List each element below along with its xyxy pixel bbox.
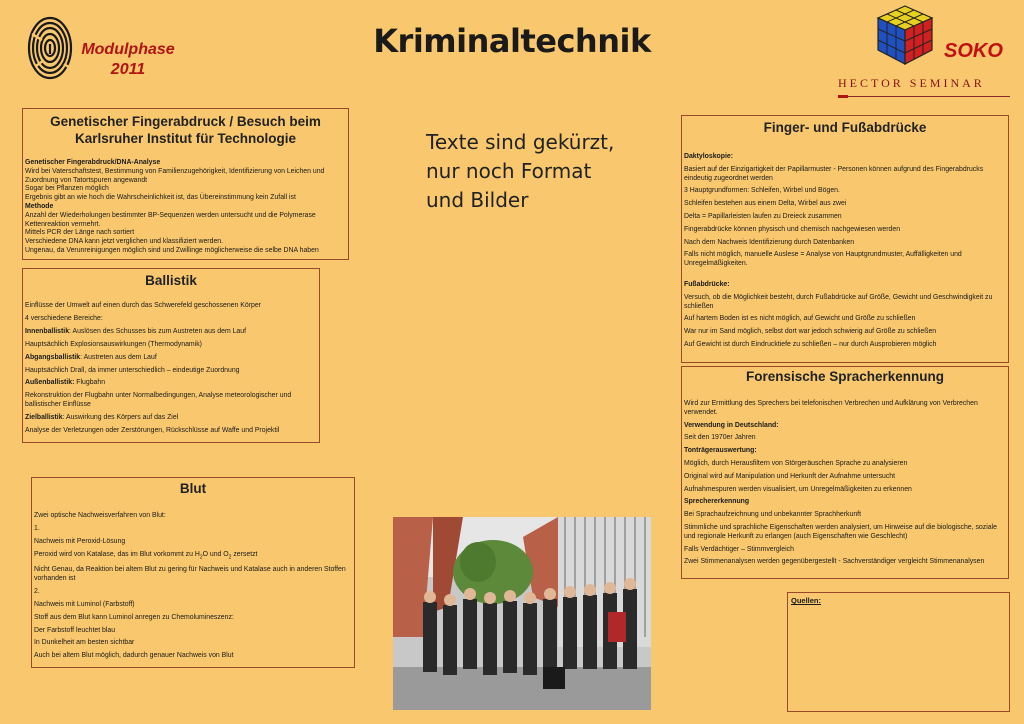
ballistik-innen-text: : Auslösen des Schusses bis zum Austreten aus dem Lauf — [69, 327, 247, 335]
finger-line: 3 Hauptgrundformen: Schleifen, Wirbel und Bögen. — [684, 187, 840, 195]
blut-text: In Dunkelheit am besten sichtbar — [34, 639, 135, 647]
ballistik-text: Einflüsse der Umwelt auf einen durch das Schwerefeld geschossenen Körper — [25, 302, 261, 309]
blut-body — [32, 496, 354, 661]
ballistik-abgang-text: : Austreten aus dem Lauf — [80, 353, 157, 361]
finger-foot-line: Auf hartem Boden ist es nicht möglich, auf Gewicht und Größe zu schließen — [684, 315, 916, 323]
sprache-body — [682, 384, 1008, 567]
genetik-method-line: Anzahl der Wiederholungen bestimmter BP-Sequenzen werden untersucht und die Polymerase Kettenreaktion vermehrt. — [25, 211, 316, 228]
blut-text: Zwei optische Nachweisverfahren von Blut: — [34, 512, 166, 519]
ballistik-ziel-text: : Auswirkung des Körpers auf das Ziel — [62, 414, 179, 422]
finger-line: Falls nicht möglich, manuelle Auslese = Analyse von Hauptgrundmuster, Auffälligkeiten und Unregelmäßigkeiten. — [684, 251, 962, 268]
finger-heading-daktyloskopie: Daktyloskopie: — [684, 153, 734, 160]
sprache-text: Original wird auf Manipulation und Herkunft der Aufnahme untersucht — [684, 472, 896, 480]
ballistik-abgang-label: Abgangsballistik — [25, 353, 81, 361]
blut-section — [31, 477, 355, 668]
sprache-text: Zwei Stimmenanalysen werden gegenübergestellt - Sachverständiger vergleicht Stimmenanalysen — [684, 558, 985, 566]
finger-line: Nach dem Nachweis Identifizierung durch Datenbanken — [684, 238, 855, 246]
finger-title: Finger- und Fußabdrücke — [763, 120, 927, 135]
note-line-2: nur noch Format — [426, 159, 592, 183]
sprache-heading-deutschland: Verwendung in Deutschland: — [684, 421, 779, 429]
genetik-method-line: Ungenau, da Verunreinigungen möglich sind und Zwillinge möglicherweise die selbe DNA haben — [25, 246, 319, 254]
ballistik-aussen-text: Flugbahn — [74, 379, 106, 387]
header-divider — [838, 96, 1010, 97]
ballistik-title: Ballistik — [145, 273, 197, 288]
quellen-section — [787, 592, 1010, 712]
blut-reaction-e: zersetzt — [231, 550, 258, 558]
sprache-text: Seit den 1970er Jahren — [684, 434, 756, 442]
genetik-section — [22, 108, 349, 260]
ballistik-ziel-label: Zielballistik — [25, 414, 63, 422]
blut-text: Der Farbstoff leuchtet blau — [34, 626, 116, 634]
genetik-heading: Genetischer Fingerabdruck/DNA-Analyse — [25, 159, 161, 166]
genetik-line: Ergebnis gibt an wie hoch die Wahrscheinlichkeit ist, das Übereinstimmung kein Zufall ist — [25, 194, 296, 202]
finger-heading-fussabdruecke: Fußabdrücke: — [684, 280, 730, 288]
ballistik-body — [23, 288, 319, 436]
note-line-3: und Bilder — [426, 188, 529, 212]
blut-reaction-sub1: 2 — [199, 554, 203, 561]
blut-text: Nachweis mit Luminol (Farbstoff) — [34, 600, 135, 608]
blut-text: Nachweis mit Peroxid-Lösung — [34, 537, 126, 545]
soko-brand: SOKO — [944, 40, 1003, 62]
sprache-title: Forensische Spracherkennung — [745, 369, 945, 384]
quellen-label: Quellen: — [791, 596, 822, 605]
group-photo-image — [393, 517, 651, 710]
finger-body — [682, 135, 1008, 350]
genetik-line: Wird bei Vaterschaftstest, Bestimmung von Familienzugehörigkeit, Identifizierung von Leichen und Zuordnung von Tatortspuren angewandt — [25, 167, 325, 184]
finger-foot-line: War nur im Sand möglich, selbst dort war jedoch schwierig auf Größe zu schließen — [684, 328, 937, 336]
genetik-title — [23, 113, 348, 147]
sprache-text: Stimmliche und sprachliche Eigenschaften werden analysiert, um Hinweise auf die biologische, soziale und regionale Herkunft zu erlangen (auch Eigenschaften wie Geschlecht) — [684, 523, 997, 540]
ballistik-section — [22, 268, 320, 443]
ballistik-aussen-label: Außenballistik: — [25, 379, 75, 387]
finger-foot-line: Versuch, ob die Möglichkeit besteht, durch Fußabdrücke auf Größe, Gewicht und Geschwindigkeit zu schließen — [684, 293, 993, 310]
blut-text: Nicht Genau, da Reaktion bei altem Blut zu gering für Nachweis und Katalase auch in anderen Stoffen vorhanden ist — [34, 566, 346, 582]
blut-text: Auch bei altem Blut möglich, dadurch genauer Nachweis von Blut — [34, 652, 234, 660]
group-photo — [393, 517, 651, 710]
finger-line: Delta = Papillarleisten laufen zu Dreieck zusammen — [684, 212, 842, 220]
sprache-section — [681, 366, 1009, 579]
genetik-title-line1: Genetischer Fingerabdruck / Besuch beim — [50, 114, 321, 129]
genetik-title-line2: Karlsruher Institut für Technologie — [74, 131, 297, 146]
note-text — [426, 128, 614, 215]
sprache-text: Aufnahmespuren werden visualisiert, um Unregelmäßigkeiten zu erkennen — [684, 485, 912, 493]
blut-text: Stoff aus dem Blut kann Luminol anregen zu Chemolumineszenz: — [34, 613, 234, 621]
blut-reaction-line — [34, 551, 352, 562]
finger-foot-line: Auf Gewicht ist durch Eindrucktiefe zu schließen – nur durch Ausprobieren möglich — [684, 340, 937, 348]
module-phase-line1: Modulphase — [81, 41, 175, 58]
genetik-method-line: Verschiedene DNA kann jetzt verglichen und klassifiziert werden. — [25, 238, 224, 246]
genetik-body — [23, 147, 348, 256]
note-line-1: Texte sind gekürzt, — [426, 130, 615, 154]
page-title: Kriminaltechnik — [373, 22, 651, 60]
blut-title: Blut — [179, 481, 207, 496]
finger-line: Basiert auf der Einzigartigkeit der Papillarmuster - Personen können aufgrund des Fingerabdrucks eindeutig zugeordnet werden — [684, 165, 984, 182]
sprache-heading-sprechererkennung: Sprechererkennung — [684, 498, 750, 506]
blut-reaction-sub2: 2 — [228, 554, 232, 561]
finger-line: Schleifen bestehen aus einem Delta, Wirbel aus zwei — [684, 200, 847, 208]
rubiks-cube-logo — [876, 4, 934, 70]
ballistik-text: 4 verschiedene Bereiche: — [25, 314, 103, 322]
ballistik-text: Analyse der Verletzungen oder Zerstörungen, Rückschlüsse auf Waffe und Projektil — [25, 427, 280, 435]
sprache-text: Bei Sprachaufzeichnung und unbekannter Sprachherkunft — [684, 511, 861, 519]
hector-seminar-label: HECTOR SEMINAR — [838, 76, 985, 90]
module-phase-year: 2011 — [110, 61, 146, 78]
genetik-method-line: Mittels PCR der Länge nach sortiert — [25, 229, 135, 237]
finger-section — [681, 115, 1009, 363]
ballistik-text: Rekonstruktion der Flugbahn unter Normalbedingungen, Analyse meteorologischer und ballistischer Einflüsse — [25, 392, 292, 409]
sprache-heading-tontraeger: Tonträgerauswertung: — [684, 447, 757, 455]
blut-reaction-c: O und O — [202, 550, 229, 558]
header-divider-accent — [838, 95, 848, 98]
sprache-text: Wird zur Ermittlung des Sprechers bei telefonischen Verbrechen und Aufklärung von Verbrechen verwendet. — [684, 400, 978, 416]
blut-text: 1. — [34, 524, 40, 532]
ballistik-text: Hauptsächlich Drall, da immer unterschiedlich – eindeutige Zuordnung — [25, 366, 240, 374]
ballistik-text: Hauptsächlich Explosionsauswirkungen (Thermodynamik) — [25, 340, 202, 348]
blut-reaction-a: Peroxid wird von Katalase, das im Blut vorkommt zu H — [34, 550, 200, 558]
blut-text: 2. — [34, 587, 40, 595]
ballistik-innen-label: Innenballistik — [25, 327, 70, 335]
sprache-text: Möglich, durch Herausfiltern von Störgeräuschen Sprache zu analysieren — [684, 459, 908, 467]
genetik-line: Sogar bei Pflanzen möglich — [25, 185, 109, 193]
genetik-method-heading: Methode — [25, 202, 54, 210]
finger-line: Fingerabdrücke können physisch und chemisch nachgewiesen werden — [684, 225, 901, 233]
sprache-text: Falls Verdächtiger – Stimmvergleich — [684, 545, 794, 553]
